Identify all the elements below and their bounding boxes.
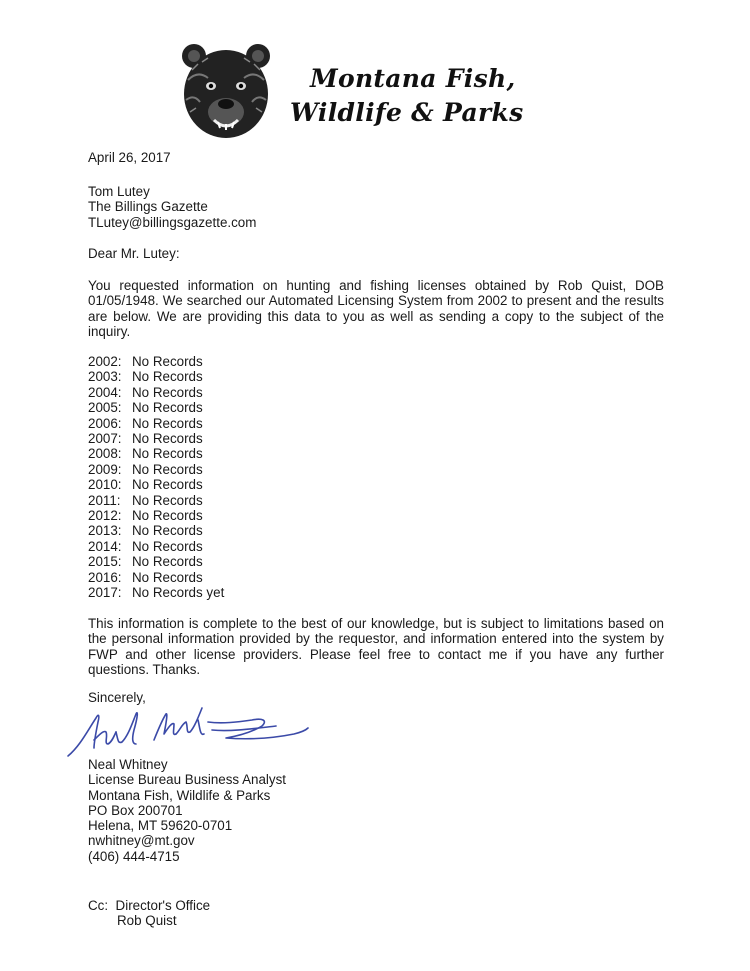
record-row [88,400,224,415]
record-status: No Records [132,492,203,508]
record-row [88,431,224,446]
record-row [88,539,224,554]
record-status: No Records [132,461,203,477]
record-row [88,508,224,523]
record-row [88,385,224,400]
record-status: No Records [132,554,203,570]
record-row [88,523,224,538]
record-year: 2009: [88,461,122,477]
cc-row [88,898,210,913]
recipient-email: TLutey@billingsgazette.com [88,214,257,230]
record-status: No Records [132,384,203,400]
sender-po-box: PO Box 200701 [88,802,183,818]
sender-email: nwhitney@mt.gov [88,833,195,849]
bear-head-icon [178,40,274,144]
record-row [88,462,224,477]
record-status: No Records [132,523,203,539]
record-year: 2011: [88,492,121,508]
record-status: No Records [132,431,203,447]
body-paragraph-request: You requested information on hunting and fishing licenses obtained by Rob Quist, DOB 01/05/1948. We searched our Automated Licensing System from 2002 to present and the results are below. We are providing this data to you as well as sending a copy to the subject of the inquiry. [88,278,664,339]
sender-name: Neal Whitney [88,757,168,772]
record-year: 2005: [88,400,122,416]
body-paragraph-disclaimer: This information is complete to the best of our knowledge, but is subject to limitations based on the personal information provided by the requestor, and information entered into the system by FWP and other license providers. Please feel free to contact me if you have any further questions. Thanks. [88,616,664,677]
cc-block [88,898,210,929]
handwritten-signature [62,700,312,762]
record-row [88,369,224,384]
cc-row [88,913,210,928]
record-year: 2004: [88,384,122,400]
record-row [88,554,224,569]
sender-organization: Montana Fish, Wildlife & Parks [88,787,271,803]
record-status: No Records [132,446,203,462]
sender-title: License Bureau Business Analyst [88,772,287,788]
record-year: 2017: [88,585,122,601]
record-row [88,354,224,369]
cc-recipient-1: Director's Office [115,898,211,913]
sender-phone: (406) 444-4715 [88,848,180,864]
record-status: No Records [132,569,203,585]
record-year: 2016: [88,569,122,585]
record-year: 2013: [88,523,122,539]
record-status: No Records [132,508,203,524]
record-row [88,416,224,431]
record-year: 2008: [88,446,122,462]
cc-label: Cc: [88,898,109,913]
closing: Sincerely, [88,690,146,705]
org-name-line1: Montana Fish, [310,64,516,93]
recipient-address [88,184,256,230]
sender-block [88,757,286,864]
org-name-line2: Wildlife & Parks [290,98,524,127]
record-status: No Records [132,477,203,493]
letter-date: April 26, 2017 [88,150,171,165]
record-year: 2002: [88,354,122,369]
letterhead [178,40,558,150]
record-year: 2014: [88,538,122,554]
record-status: No Records [132,354,203,369]
sender-city: Helena, MT 59620-0701 [88,818,233,834]
recipient-organization: The Billings Gazette [88,199,208,215]
record-year: 2015: [88,554,122,570]
record-status: No Records [132,400,203,416]
cc-recipient-2: Rob Quist [117,913,177,929]
record-status: No Records yet [132,585,225,601]
record-year: 2010: [88,477,122,493]
record-row [88,493,224,508]
salutation: Dear Mr. Lutey: [88,246,180,261]
record-year: 2012: [88,508,122,524]
record-year: 2006: [88,415,122,431]
record-row [88,477,224,492]
record-year: 2007: [88,431,122,447]
record-status: No Records [132,415,203,431]
recipient-name: Tom Lutey [88,184,150,199]
record-row [88,570,224,585]
record-year: 2003: [88,369,122,385]
record-status: No Records [132,369,203,385]
record-status: No Records [132,538,203,554]
record-row [88,585,224,600]
records-list [88,354,224,601]
record-row [88,446,224,461]
